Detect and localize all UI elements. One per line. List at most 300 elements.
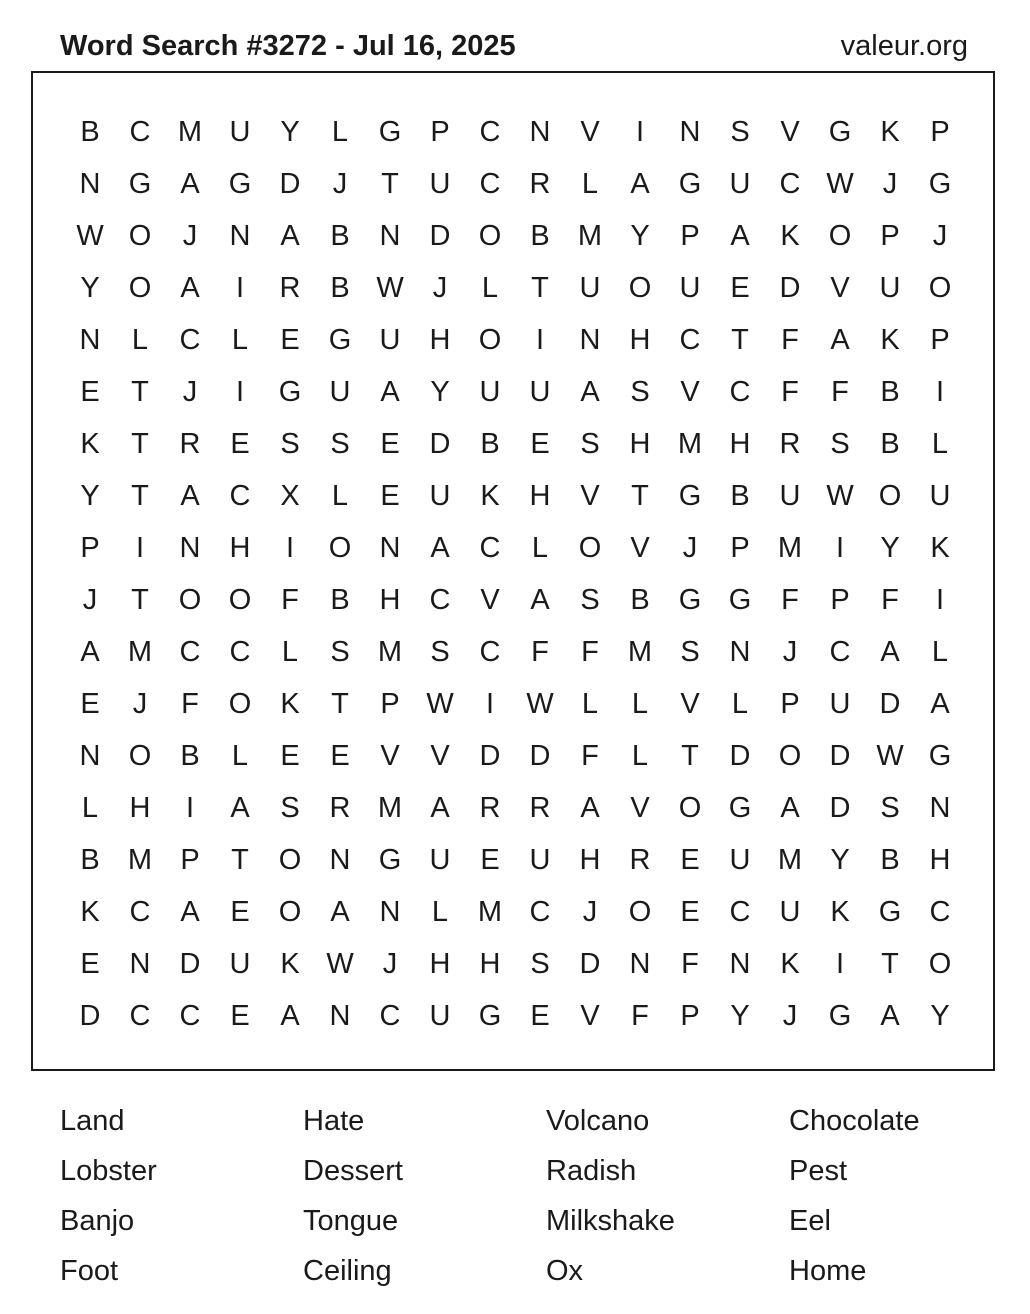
grid-letter[interactable]: S [280,792,300,824]
grid-letter[interactable]: R [629,844,651,876]
grid-letter[interactable]: D [179,948,201,980]
grid-letter[interactable]: U [579,272,601,304]
grid-letter[interactable]: C [779,168,801,200]
grid-letter[interactable]: A [280,220,300,252]
grid-letter[interactable]: F [831,376,849,408]
grid-letter[interactable]: F [531,636,549,668]
grid-letter[interactable]: I [235,376,245,408]
grid-letter[interactable]: F [581,636,599,668]
grid-letter[interactable]: A [380,376,400,408]
grid-letter[interactable]: O [478,324,502,356]
grid-letter[interactable]: O [128,272,152,304]
grid-letter[interactable]: T [381,168,399,200]
grid-letter[interactable]: C [379,1000,401,1032]
grid-letter[interactable]: J [882,168,898,200]
grid-letter[interactable]: N [729,948,751,980]
grid-letter[interactable]: J [132,688,148,720]
grid-letter[interactable]: R [779,428,801,460]
grid-letter[interactable]: V [830,272,850,304]
grid-letter[interactable]: V [630,792,650,824]
grid-letter[interactable]: O [228,584,252,616]
grid-letter[interactable]: I [835,532,845,564]
grid-letter[interactable]: N [529,116,551,148]
grid-letter[interactable]: O [478,220,502,252]
grid-letter[interactable]: C [229,636,251,668]
grid-letter[interactable]: P [930,116,950,148]
grid-letter[interactable]: C [729,896,751,928]
grid-letter[interactable]: P [880,220,900,252]
grid-letter[interactable]: U [679,272,701,304]
grid-letter[interactable]: A [630,168,650,200]
grid-letter[interactable]: F [881,584,899,616]
grid-letter[interactable]: R [329,792,351,824]
grid-letter[interactable]: E [280,324,300,356]
grid-letter[interactable]: D [429,428,451,460]
grid-letter[interactable]: H [579,844,601,876]
grid-letter[interactable]: S [680,636,700,668]
grid-letter[interactable]: F [631,1000,649,1032]
grid-letter[interactable]: A [230,792,250,824]
grid-letter[interactable]: P [730,532,750,564]
grid-letter[interactable]: C [479,636,501,668]
grid-letter[interactable]: K [80,428,100,460]
grid-letter[interactable]: G [678,480,702,512]
grid-letter[interactable]: H [529,480,551,512]
grid-letter[interactable]: H [429,948,451,980]
grid-letter[interactable]: C [129,1000,151,1032]
grid-letter[interactable]: S [280,428,300,460]
grid-letter[interactable]: T [331,688,349,720]
grid-letter[interactable]: D [279,168,301,200]
grid-letter[interactable]: M [627,636,653,668]
grid-letter[interactable]: U [229,948,251,980]
grid-letter[interactable]: W [826,480,854,512]
grid-letter[interactable]: A [80,636,100,668]
grid-letter[interactable]: J [182,220,198,252]
grid-letter[interactable]: C [179,324,201,356]
grid-letter[interactable]: N [179,532,201,564]
grid-letter[interactable]: E [330,740,350,772]
grid-letter[interactable]: I [835,948,845,980]
grid-letter[interactable]: M [377,636,403,668]
grid-letter[interactable]: G [878,896,902,928]
grid-letter[interactable]: S [430,636,450,668]
grid-letter[interactable]: L [931,428,949,460]
grid-letter[interactable]: M [377,792,403,824]
grid-letter[interactable]: U [779,480,801,512]
grid-letter[interactable]: J [182,376,198,408]
grid-letter[interactable]: K [780,948,800,980]
grid-letter[interactable]: R [279,272,301,304]
grid-letter[interactable]: T [131,584,149,616]
grid-letter[interactable]: N [379,220,401,252]
grid-letter[interactable]: U [729,844,751,876]
grid-letter[interactable]: P [780,688,800,720]
grid-letter[interactable]: Y [730,1000,750,1032]
grid-letter[interactable]: E [680,896,700,928]
grid-letter[interactable]: C [129,896,151,928]
grid-letter[interactable]: B [330,272,350,304]
grid-letter[interactable]: K [280,688,300,720]
grid-letter[interactable]: U [229,116,251,148]
grid-letter[interactable]: L [331,480,349,512]
grid-letter[interactable]: T [531,272,549,304]
grid-letter[interactable]: H [479,948,501,980]
grid-letter[interactable]: N [329,844,351,876]
grid-letter[interactable]: H [429,324,451,356]
grid-letter[interactable]: D [829,740,851,772]
grid-letter[interactable]: Y [80,272,100,304]
grid-letter[interactable]: P [380,688,400,720]
grid-letter[interactable]: U [429,844,451,876]
grid-letter[interactable]: I [635,116,645,148]
grid-letter[interactable]: D [729,740,751,772]
grid-letter[interactable]: L [281,636,299,668]
grid-letter[interactable]: I [235,272,245,304]
grid-letter[interactable]: K [880,116,900,148]
grid-letter[interactable]: N [79,168,101,200]
grid-letter[interactable]: A [780,792,800,824]
grid-letter[interactable]: H [729,428,751,460]
grid-letter[interactable]: V [380,740,400,772]
grid-letter[interactable]: G [678,584,702,616]
grid-letter[interactable]: I [185,792,195,824]
grid-letter[interactable]: L [931,636,949,668]
grid-letter[interactable]: H [229,532,251,564]
grid-letter[interactable]: G [928,740,952,772]
grid-letter[interactable]: C [479,532,501,564]
grid-letter[interactable]: D [579,948,601,980]
grid-letter[interactable]: A [180,168,200,200]
grid-letter[interactable]: Y [80,480,100,512]
grid-letter[interactable]: U [429,480,451,512]
grid-letter[interactable]: A [180,480,200,512]
grid-letter[interactable]: C [829,636,851,668]
grid-letter[interactable]: U [329,376,351,408]
grid-letter[interactable]: B [880,376,900,408]
grid-letter[interactable]: E [530,1000,550,1032]
grid-letter[interactable]: M [477,896,503,928]
grid-letter[interactable]: G [328,324,352,356]
grid-letter[interactable]: W [826,168,854,200]
grid-letter[interactable]: B [330,220,350,252]
grid-letter[interactable]: M [127,844,153,876]
grid-letter[interactable]: W [426,688,454,720]
grid-letter[interactable]: C [129,116,151,148]
grid-letter[interactable]: W [376,272,404,304]
grid-letter[interactable]: T [731,324,749,356]
grid-letter[interactable]: K [80,896,100,928]
grid-letter[interactable]: U [429,168,451,200]
grid-letter[interactable]: F [581,740,599,772]
grid-letter[interactable]: M [777,532,803,564]
grid-letter[interactable]: B [530,220,550,252]
grid-letter[interactable]: K [830,896,850,928]
grid-letter[interactable]: U [929,480,951,512]
grid-letter[interactable]: S [830,428,850,460]
grid-letter[interactable]: O [878,480,902,512]
grid-letter[interactable]: A [880,1000,900,1032]
grid-letter[interactable]: B [730,480,750,512]
grid-letter[interactable]: D [429,220,451,252]
grid-letter[interactable]: P [680,220,700,252]
grid-letter[interactable]: E [80,948,100,980]
grid-letter[interactable]: O [928,948,952,980]
grid-letter[interactable]: C [929,896,951,928]
grid-letter[interactable]: L [481,272,499,304]
grid-letter[interactable]: N [379,532,401,564]
grid-letter[interactable]: D [479,740,501,772]
grid-letter[interactable]: H [629,324,651,356]
grid-letter[interactable]: W [326,948,354,980]
grid-letter[interactable]: W [876,740,904,772]
grid-letter[interactable]: A [880,636,900,668]
grid-letter[interactable]: A [930,688,950,720]
grid-letter[interactable]: J [582,896,598,928]
grid-letter[interactable]: T [231,844,249,876]
grid-letter[interactable]: V [780,116,800,148]
grid-letter[interactable]: K [780,220,800,252]
grid-letter[interactable]: U [779,896,801,928]
grid-letter[interactable]: T [131,376,149,408]
grid-letter[interactable]: J [82,584,98,616]
grid-letter[interactable]: K [480,480,500,512]
grid-letter[interactable]: M [127,636,153,668]
grid-letter[interactable]: O [128,220,152,252]
grid-letter[interactable]: I [485,688,495,720]
grid-letter[interactable]: B [480,428,500,460]
grid-letter[interactable]: N [329,1000,351,1032]
grid-letter[interactable]: F [681,948,699,980]
grid-letter[interactable]: A [430,792,450,824]
grid-letter[interactable]: C [179,636,201,668]
grid-letter[interactable]: G [928,168,952,200]
grid-letter[interactable]: N [629,948,651,980]
grid-letter[interactable]: O [328,532,352,564]
grid-letter[interactable]: E [480,844,500,876]
grid-letter[interactable]: U [529,376,551,408]
grid-letter[interactable]: Y [430,376,450,408]
grid-letter[interactable]: S [330,428,350,460]
grid-letter[interactable]: E [280,740,300,772]
grid-letter[interactable]: O [278,896,302,928]
grid-letter[interactable]: X [280,480,300,512]
grid-letter[interactable]: L [231,740,249,772]
grid-letter[interactable]: V [630,532,650,564]
grid-letter[interactable]: O [928,272,952,304]
grid-letter[interactable]: G [728,792,752,824]
grid-letter[interactable]: B [80,116,100,148]
grid-letter[interactable]: G [828,1000,852,1032]
grid-letter[interactable]: D [829,792,851,824]
grid-letter[interactable]: B [180,740,200,772]
grid-letter[interactable]: R [529,792,551,824]
grid-letter[interactable]: N [229,220,251,252]
grid-letter[interactable]: Y [830,844,850,876]
grid-letter[interactable]: C [479,168,501,200]
grid-letter[interactable]: L [331,116,349,148]
grid-letter[interactable]: U [829,688,851,720]
grid-letter[interactable]: J [332,168,348,200]
grid-letter[interactable]: V [580,1000,600,1032]
grid-letter[interactable]: M [577,220,603,252]
grid-letter[interactable]: A [580,792,600,824]
grid-letter[interactable]: G [128,168,152,200]
grid-letter[interactable]: A [180,272,200,304]
grid-letter[interactable]: I [935,584,945,616]
grid-letter[interactable]: S [330,636,350,668]
grid-letter[interactable]: L [631,688,649,720]
grid-letter[interactable]: K [880,324,900,356]
grid-letter[interactable]: G [378,116,402,148]
grid-letter[interactable]: O [178,584,202,616]
grid-letter[interactable]: F [281,584,299,616]
grid-letter[interactable]: O [778,740,802,772]
grid-letter[interactable]: K [280,948,300,980]
grid-letter[interactable]: R [479,792,501,824]
grid-letter[interactable]: O [628,272,652,304]
grid-letter[interactable]: C [729,376,751,408]
grid-letter[interactable]: T [881,948,899,980]
grid-letter[interactable]: L [81,792,99,824]
grid-letter[interactable]: O [828,220,852,252]
grid-letter[interactable]: E [730,272,750,304]
grid-letter[interactable]: D [529,740,551,772]
grid-letter[interactable]: P [830,584,850,616]
grid-letter[interactable]: N [129,948,151,980]
grid-letter[interactable]: C [679,324,701,356]
grid-letter[interactable]: I [135,532,145,564]
grid-letter[interactable]: T [131,428,149,460]
grid-letter[interactable]: V [480,584,500,616]
grid-letter[interactable]: T [681,740,699,772]
grid-letter[interactable]: U [529,844,551,876]
grid-letter[interactable]: L [631,740,649,772]
grid-letter[interactable]: I [935,376,945,408]
grid-letter[interactable]: U [879,272,901,304]
grid-letter[interactable]: A [430,532,450,564]
grid-letter[interactable]: S [630,376,650,408]
grid-letter[interactable]: U [379,324,401,356]
grid-letter[interactable]: J [782,1000,798,1032]
grid-letter[interactable]: O [278,844,302,876]
grid-letter[interactable]: L [531,532,549,564]
grid-letter[interactable]: C [179,1000,201,1032]
grid-letter[interactable]: U [729,168,751,200]
grid-letter[interactable]: L [231,324,249,356]
grid-letter[interactable]: N [729,636,751,668]
grid-letter[interactable]: V [430,740,450,772]
grid-letter[interactable]: C [429,584,451,616]
grid-letter[interactable]: F [781,376,799,408]
grid-letter[interactable]: L [131,324,149,356]
grid-letter[interactable]: B [80,844,100,876]
grid-letter[interactable]: J [932,220,948,252]
grid-letter[interactable]: I [285,532,295,564]
grid-letter[interactable]: L [731,688,749,720]
grid-letter[interactable]: G [728,584,752,616]
grid-letter[interactable]: G [828,116,852,148]
grid-letter[interactable]: E [80,688,100,720]
grid-letter[interactable]: B [880,428,900,460]
grid-letter[interactable]: O [128,740,152,772]
grid-letter[interactable]: P [180,844,200,876]
grid-letter[interactable]: J [782,636,798,668]
grid-letter[interactable]: G [678,168,702,200]
grid-letter[interactable]: E [530,428,550,460]
grid-letter[interactable]: C [529,896,551,928]
grid-letter[interactable]: G [478,1000,502,1032]
grid-letter[interactable]: H [379,584,401,616]
grid-letter[interactable]: S [580,584,600,616]
grid-letter[interactable]: D [779,272,801,304]
grid-letter[interactable]: N [579,324,601,356]
grid-letter[interactable]: J [382,948,398,980]
grid-letter[interactable]: G [378,844,402,876]
grid-letter[interactable]: Y [880,532,900,564]
grid-letter[interactable]: P [80,532,100,564]
grid-letter[interactable]: V [680,688,700,720]
grid-letter[interactable]: N [379,896,401,928]
grid-letter[interactable]: S [530,948,550,980]
grid-letter[interactable]: E [230,1000,250,1032]
grid-letter[interactable]: G [278,376,302,408]
grid-letter[interactable]: A [530,584,550,616]
grid-letter[interactable]: P [680,1000,700,1032]
grid-letter[interactable]: S [880,792,900,824]
grid-letter[interactable]: N [929,792,951,824]
grid-letter[interactable]: N [679,116,701,148]
grid-letter[interactable]: E [230,896,250,928]
grid-letter[interactable]: S [730,116,750,148]
grid-letter[interactable]: J [682,532,698,564]
grid-letter[interactable]: C [479,116,501,148]
grid-letter[interactable]: Y [280,116,300,148]
grid-letter[interactable]: P [930,324,950,356]
grid-letter[interactable]: L [581,168,599,200]
grid-letter[interactable]: W [526,688,554,720]
grid-letter[interactable]: V [580,116,600,148]
grid-letter[interactable]: R [179,428,201,460]
grid-letter[interactable]: N [79,324,101,356]
grid-letter[interactable]: H [629,428,651,460]
grid-letter[interactable]: J [432,272,448,304]
grid-letter[interactable]: N [79,740,101,772]
grid-letter[interactable]: A [180,896,200,928]
grid-letter[interactable]: G [228,168,252,200]
grid-letter[interactable]: B [330,584,350,616]
grid-letter[interactable]: U [479,376,501,408]
grid-letter[interactable]: B [880,844,900,876]
grid-letter[interactable]: E [380,428,400,460]
grid-letter[interactable]: L [431,896,449,928]
grid-letter[interactable]: A [280,1000,300,1032]
grid-letter[interactable]: K [930,532,950,564]
grid-letter[interactable]: A [830,324,850,356]
grid-letter[interactable]: M [777,844,803,876]
grid-letter[interactable]: E [680,844,700,876]
grid-letter[interactable]: M [177,116,203,148]
grid-letter[interactable]: A [730,220,750,252]
grid-letter[interactable]: C [229,480,251,512]
grid-letter[interactable]: E [380,480,400,512]
grid-letter[interactable]: O [578,532,602,564]
grid-letter[interactable]: E [80,376,100,408]
grid-letter[interactable]: D [79,1000,101,1032]
grid-letter[interactable]: O [628,896,652,928]
grid-letter[interactable]: F [781,584,799,616]
grid-letter[interactable]: D [879,688,901,720]
